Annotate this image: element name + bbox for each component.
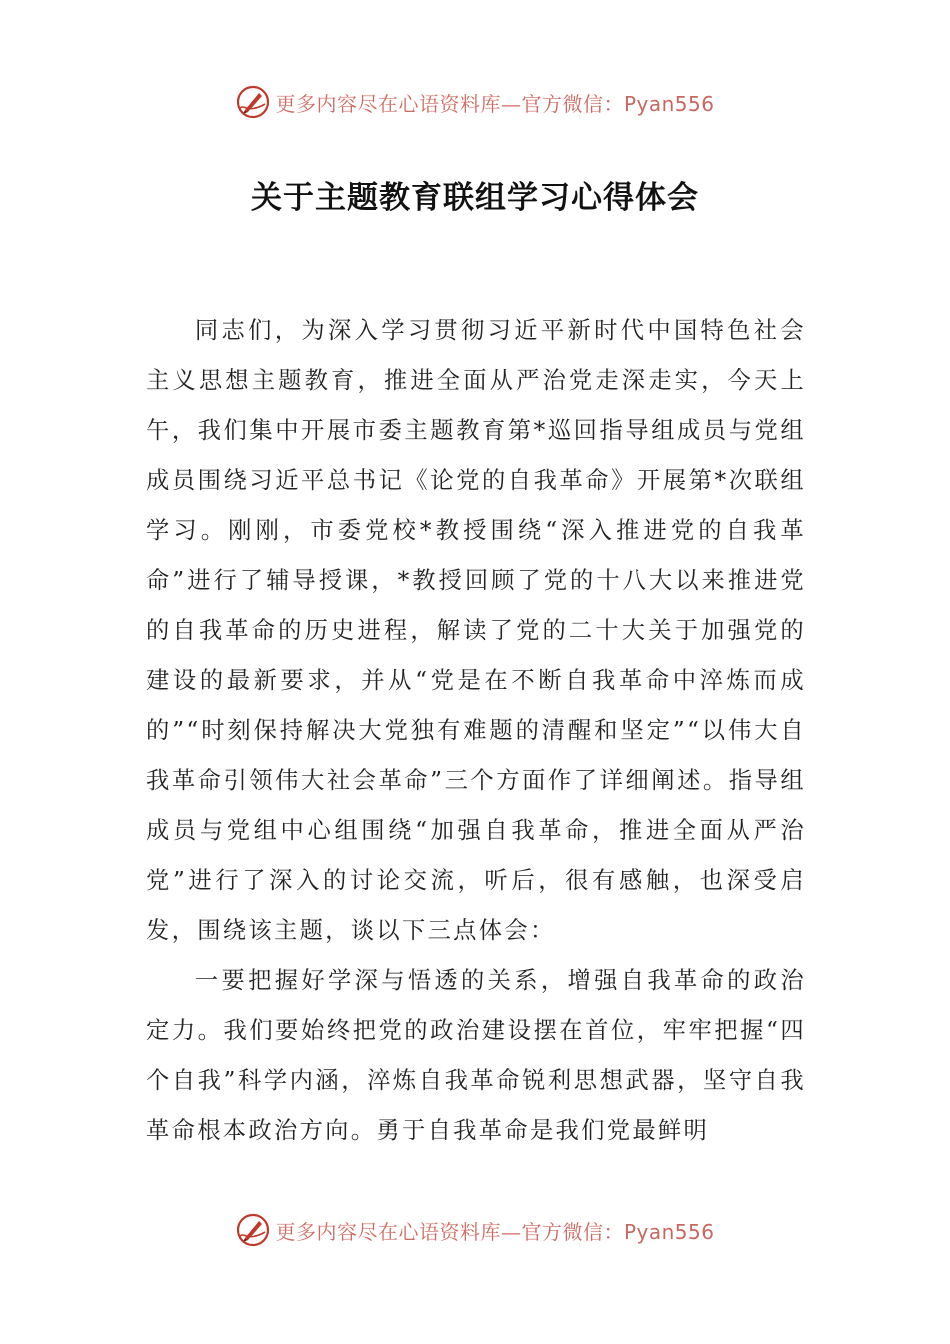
banner-contact-text: 官方微信：Pyan556 bbox=[521, 1219, 715, 1244]
paragraph-2: 一要把握好学深与悟透的关系，增强自我革命的政治定力。我们要始终把党的政治建设摆在首位，牢牢把握“四个自我”科学内涵，淬炼自我革命锐利思想武器，坚守自我革命根本政治方向。勇于自我革命是我们党最鲜明 bbox=[146, 967, 806, 1144]
pen-logo-icon bbox=[235, 84, 271, 120]
banner-main-text: 更多内容尽在心语资料库— bbox=[275, 1219, 522, 1244]
banner-text bbox=[275, 88, 714, 117]
header-banner bbox=[0, 80, 950, 124]
document-title: 关于主题教育联组学习心得体会 bbox=[251, 180, 699, 216]
banner-main-text: 更多内容尽在心语资料库— bbox=[275, 91, 522, 116]
document-body bbox=[146, 306, 806, 1156]
banner-text bbox=[275, 1216, 714, 1245]
banner-contact-text: 官方微信：Pyan556 bbox=[521, 91, 715, 116]
pen-logo-icon bbox=[235, 1212, 271, 1248]
paragraph-1: 同志们，为深入学习贯彻习近平新时代中国特色社会主义思想主题教育，推进全面从严治党走深走实，今天上午，我们集中开展市委主题教育第*巡回指导组成员与党组成员围绕习近平总书记《论党的自我革命》开展第*次联组学习。刚刚，市委党校*教授围绕“深入推进党的自我革命”进行了辅导授课，*教授回顾了党的十八大以来推进党的自我革命的历史进程，解读了党的二十大关于加强党的建设的最新要求，并从“党是在不断自我革命中淬炼而成的”“时刻保持解决大党独有难题的清醒和坚定”“以伟大自我革命引领伟大社会革命”三个方面作了详细阐述。指导组成员与党组中心组围绕“加强自我革命，推进全面从严治党”进行了深入的讨论交流，听后，很有感触，也深受启发，围绕该主题，谈以下三点体会： bbox=[146, 317, 806, 944]
footer-banner bbox=[0, 1208, 950, 1252]
